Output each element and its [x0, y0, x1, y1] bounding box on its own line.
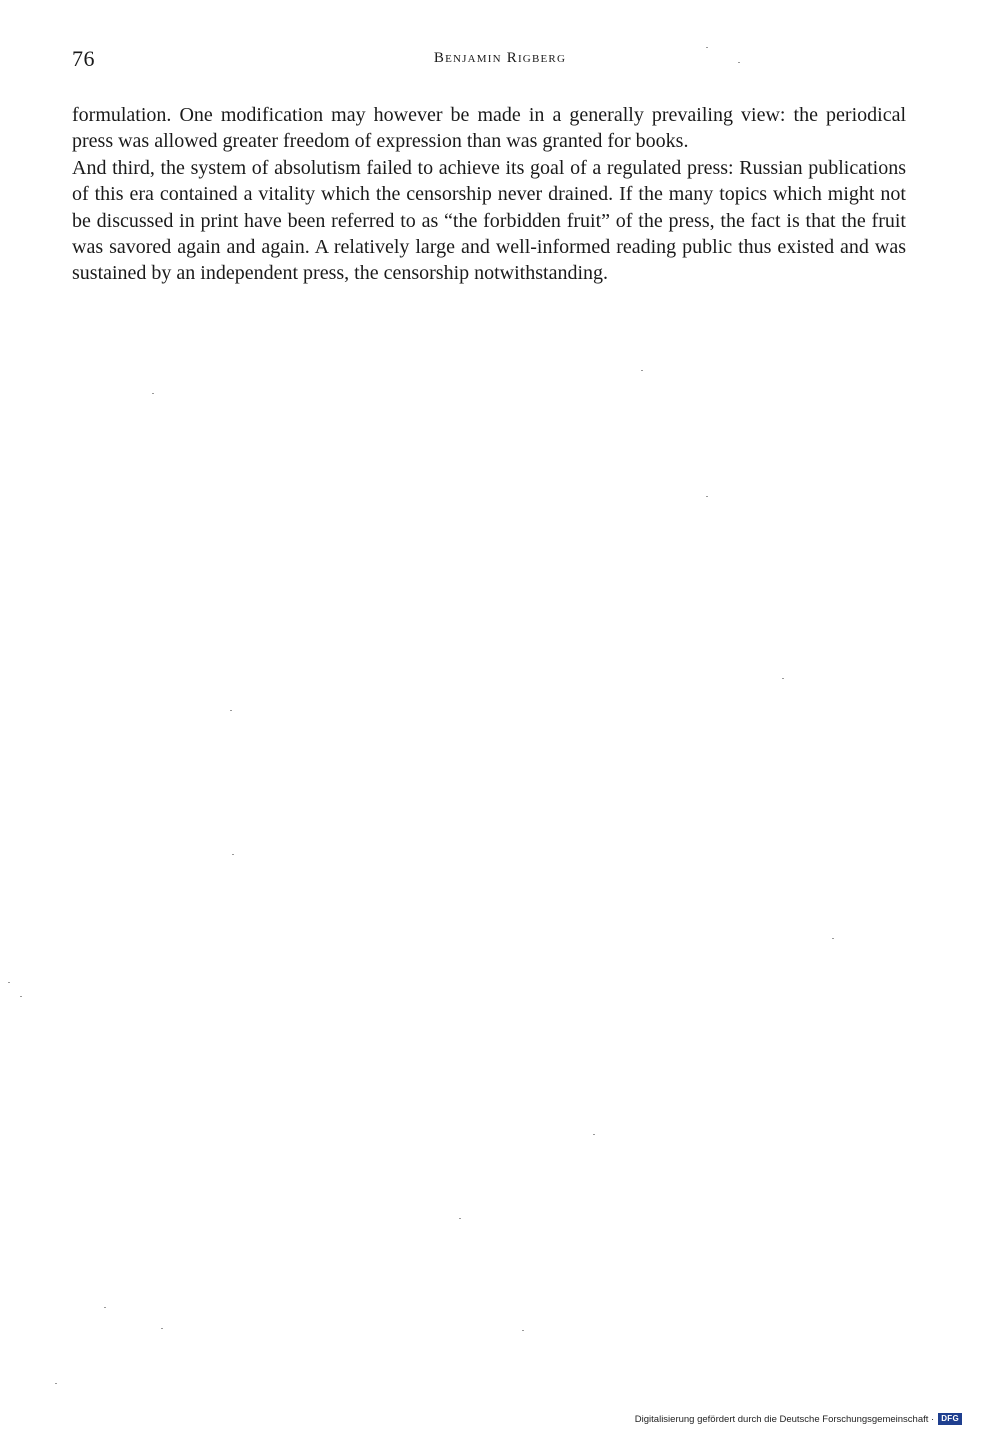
digitization-credit-text: Digitalisierung gefördert durch die Deutsche Forschungsgemeinschaft · [634, 1413, 935, 1425]
scan-speck [641, 370, 643, 371]
scan-speck [522, 1330, 524, 1331]
scan-speck [161, 1328, 163, 1329]
scan-speck [832, 938, 834, 939]
paragraph-1: formulation. One modification may however be made in a generally prevailing view: the periodical press was allowed greater freedom of expression than was granted for books. [72, 104, 906, 153]
scan-speck [104, 1307, 106, 1308]
scan-speck [706, 47, 708, 48]
scan-speck [593, 1134, 595, 1135]
scan-speck [782, 678, 784, 679]
scan-speck [152, 393, 154, 394]
scan-speck [20, 996, 22, 997]
scan-speck [738, 62, 740, 63]
scan-speck [8, 982, 10, 983]
scan-speck [55, 1383, 57, 1384]
scan-speck [232, 854, 234, 855]
body-text [72, 102, 906, 287]
digitization-credit [635, 1413, 962, 1425]
page-number: 76 [72, 46, 95, 71]
scan-speck [706, 496, 708, 497]
scan-speck [230, 710, 232, 711]
paragraph-2: And third, the system of absolutism failed to achieve its goal of a regulated press: Russian publications of this era contained a vitality which the censorship never drained. If the many topics which might not be discussed in print have been referred to as “the forbidden fruit” of the press, the fact is that the fruit was savored again and again. A relatively large and well-informed reading public thus existed and was sustained by an independent press, the censorship notwithstanding. [72, 156, 906, 285]
running-head: Benjamin Rigberg [433, 50, 567, 66]
dfg-logo: DFG [938, 1413, 962, 1425]
scan-speck [459, 1218, 461, 1219]
